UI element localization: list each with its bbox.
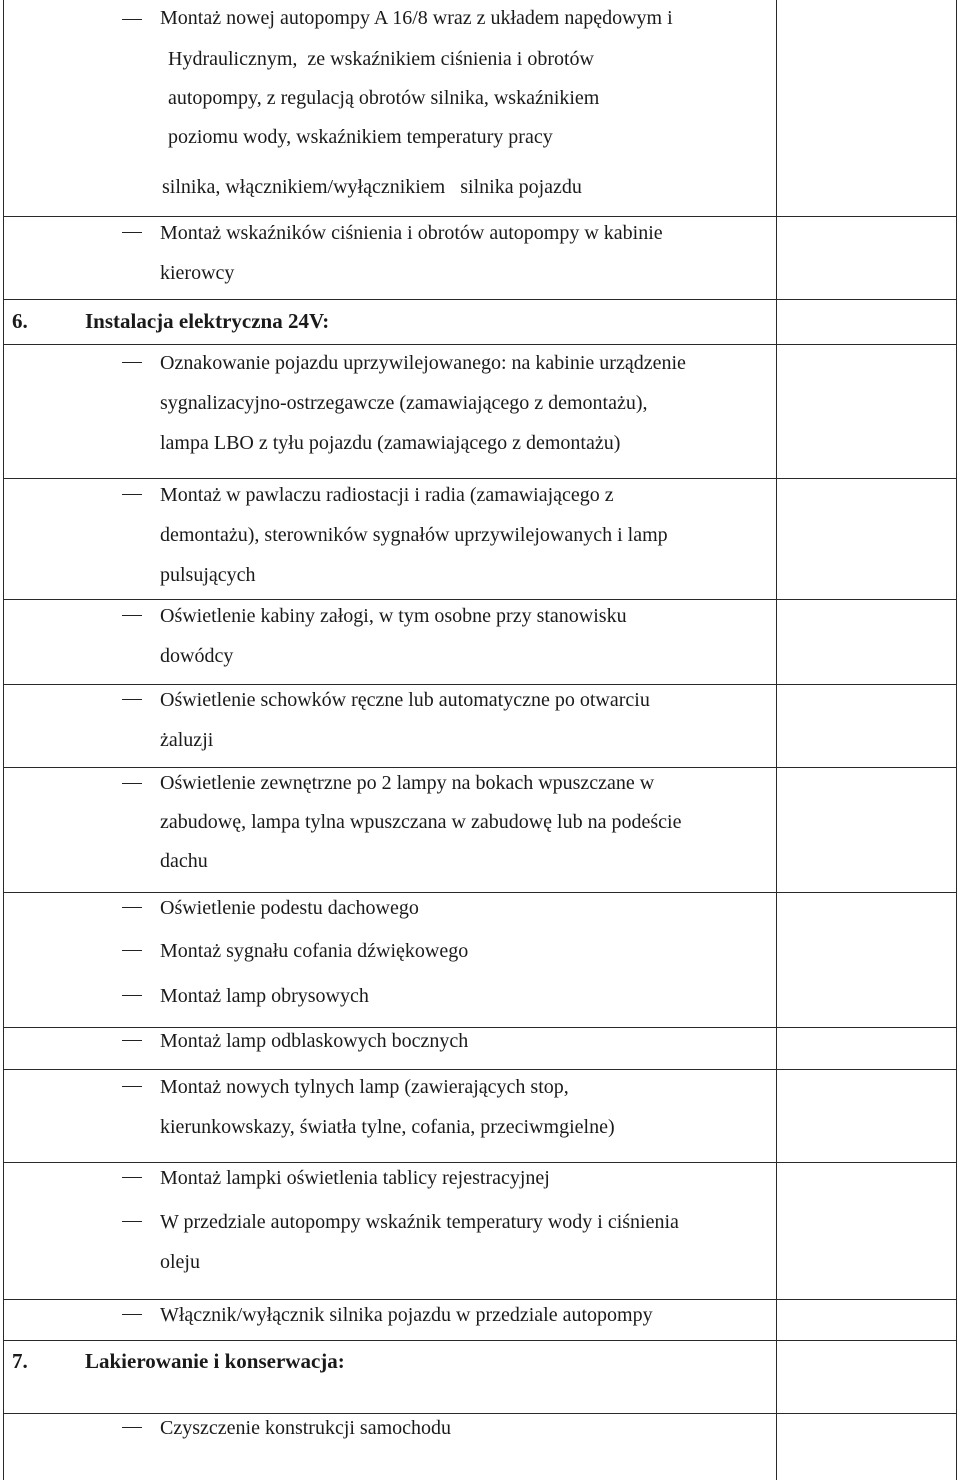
list-item-text-last-line: silnika, włącznikiem/wyłącznikiem silnika pojazdu	[162, 176, 582, 198]
dash-bullet	[122, 1427, 142, 1428]
section-number: 6.	[12, 309, 28, 333]
list-item-text-continued: Hydraulicznym, ze wskaźnikiem ciśnienia i obrotów autopompy, z regulacją obrotów silnika, wskaźnikiem poziomu wody, wskaźnikiem temperatury pracy	[168, 48, 600, 148]
list-item-text: Oznakowanie pojazdu uprzywilejowanego: na kabinie urządzenie sygnalizacyjno-ostrzegawcze (zamawiającego z demontażu), lampa LBO z tyłu pojazdu (zamawiającego z demontażu)	[160, 352, 686, 454]
dash-bullet	[122, 907, 142, 908]
dash-bullet	[122, 1040, 142, 1041]
dash-bullet	[122, 615, 142, 616]
dash-bullet	[122, 232, 142, 233]
list-item-text: Montaż lamp obrysowych	[160, 985, 369, 1007]
list-item-text: Montaż wskaźników ciśnienia i obrotów autopompy w kabinie kierowcy	[160, 222, 663, 284]
dash-bullet	[122, 950, 142, 951]
table-border-left	[3, 0, 4, 1480]
table-border-right	[956, 0, 957, 1480]
dash-bullet	[122, 995, 142, 996]
dash-bullet	[122, 1221, 142, 1222]
dash-bullet	[122, 494, 142, 495]
dash-bullet	[122, 783, 142, 784]
table-column-divider	[776, 0, 777, 1480]
list-item-text: Montaż lampki oświetlenia tablicy rejestracyjnej	[160, 1167, 550, 1189]
section-title: Lakierowanie i konserwacja:	[85, 1349, 345, 1373]
list-item-text: Montaż sygnału cofania dźwiękowego	[160, 940, 469, 962]
list-item-text: Czyszczenie konstrukcji samochodu	[160, 1417, 452, 1439]
dash-bullet	[122, 19, 142, 20]
section-title: Instalacja elektryczna 24V:	[85, 309, 330, 333]
list-item-text: Oświetlenie kabiny załogi, w tym osobne przy stanowisku dowódcy	[160, 605, 627, 667]
list-item-text: Montaż w pawlaczu radiostacji i radia (zamawiającego z demontażu), sterowników sygnałów uprzywilejowanych i lamp pulsujących	[160, 484, 668, 586]
dash-bullet	[122, 1086, 142, 1087]
section-number: 7.	[12, 1349, 28, 1373]
list-item-text: Włącznik/wyłącznik silnika pojazdu w przedziale autopompy	[160, 1304, 653, 1326]
list-item-text: Oświetlenie schowków ręczne lub automatyczne po otwarciu żaluzji	[160, 689, 650, 751]
dash-bullet	[122, 1177, 142, 1178]
list-item-text: W przedziale autopompy wskaźnik temperatury wody i ciśnienia oleju	[160, 1211, 679, 1273]
list-item-text: Oświetlenie podestu dachowego	[160, 897, 419, 919]
list-item-text: Montaż lamp odblaskowych bocznych	[160, 1030, 469, 1052]
list-item-text: Montaż nowych tylnych lamp (zawierających stop, kierunkowskazy, światła tylne, cofania, przeciwmgielne)	[160, 1076, 615, 1138]
list-item-text: Montaż nowej autopompy A 16/8 wraz z układem napędowym i	[160, 7, 673, 29]
dash-bullet	[122, 1314, 142, 1315]
row-divider	[3, 299, 956, 300]
dash-bullet	[122, 699, 142, 700]
list-item-text: Oświetlenie zewnętrzne po 2 lampy na bokach wpuszczane w zabudowę, lampa tylna wpuszczana w zabudowę lub na podeście dachu	[160, 772, 682, 872]
dash-bullet	[122, 362, 142, 363]
